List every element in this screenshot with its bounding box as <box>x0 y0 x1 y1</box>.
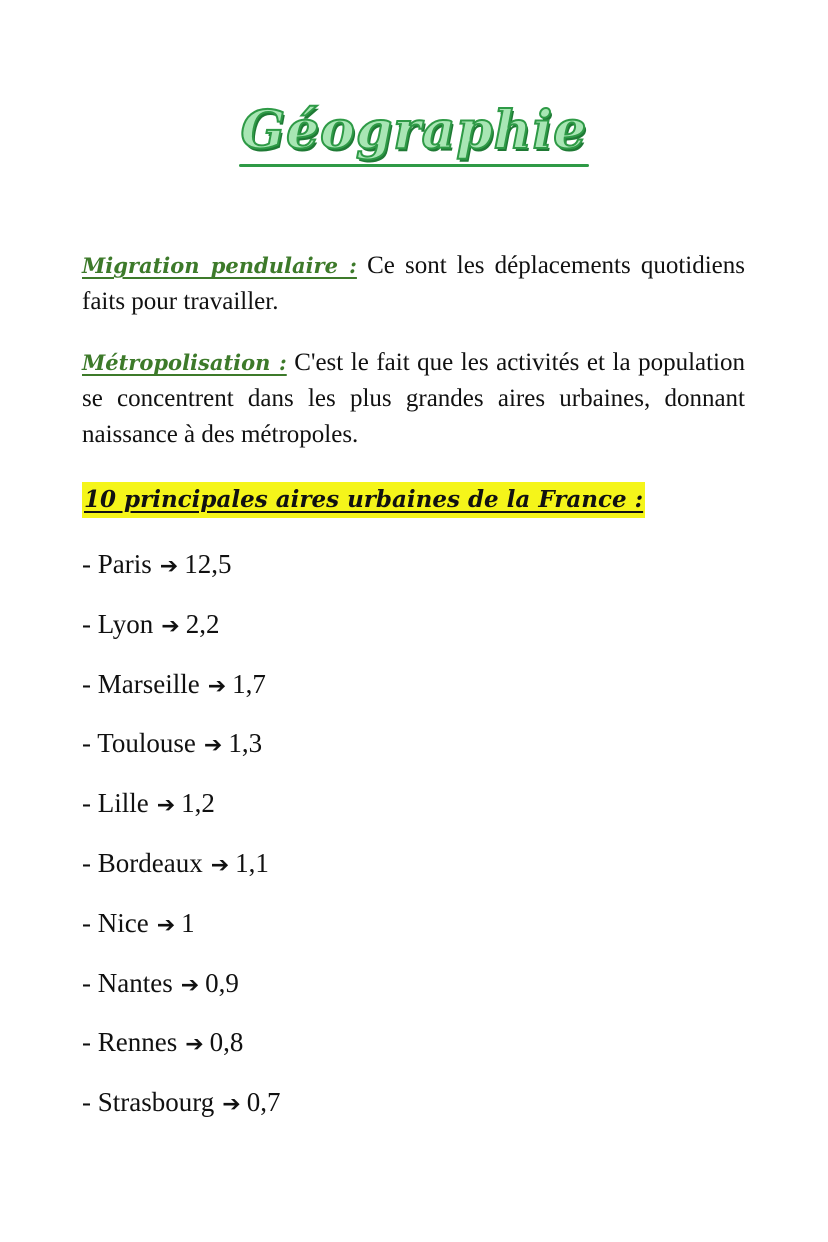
right-arrow-icon: ➔ <box>222 1092 241 1118</box>
list-prefix: - <box>82 608 91 639</box>
list-prefix: - <box>82 967 91 998</box>
list-item <box>82 901 280 961</box>
right-arrow-icon: ➔ <box>156 793 176 819</box>
title-container <box>0 100 828 167</box>
list-item <box>82 662 280 722</box>
page-title: Géographie <box>235 100 594 167</box>
city-name: Strasbourg <box>97 1087 215 1118</box>
definition-text: Ce sont les déplacements quotidiens faits pour travailler. <box>82 252 746 315</box>
list-prefix: - <box>82 728 91 759</box>
list-prefix: - <box>82 1087 91 1118</box>
city-value: 0,9 <box>205 967 239 998</box>
list-item <box>82 542 280 602</box>
list-prefix: - <box>82 847 91 878</box>
city-value: 12,5 <box>184 549 232 579</box>
list-item <box>82 602 280 662</box>
right-arrow-icon: ➔ <box>203 733 223 759</box>
right-arrow-icon: ➔ <box>207 673 227 699</box>
right-arrow-icon: ➔ <box>185 1032 204 1058</box>
city-list <box>82 542 280 1140</box>
right-arrow-icon: ➔ <box>180 972 200 998</box>
city-value: 1,2 <box>181 788 215 819</box>
right-arrow-icon: ➔ <box>210 852 230 878</box>
city-name: Lyon <box>97 608 154 639</box>
city-value: 1,7 <box>232 668 266 699</box>
city-value: 0,8 <box>209 1027 244 1058</box>
city-value: 1,3 <box>228 728 263 759</box>
city-name: Toulouse <box>97 728 196 759</box>
city-name: Marseille <box>97 668 200 699</box>
definition-term: Métropolisation : <box>82 350 287 375</box>
list-item <box>82 1020 280 1080</box>
city-value: 1,1 <box>235 847 269 878</box>
right-arrow-icon: ➔ <box>156 912 176 938</box>
list-prefix: - <box>82 549 91 579</box>
definition-metropolisation <box>82 345 745 453</box>
city-name: Paris <box>97 549 152 579</box>
right-arrow-icon: ➔ <box>161 613 180 639</box>
city-name: Nice <box>97 907 149 938</box>
list-prefix: - <box>82 907 91 938</box>
city-name: Nantes <box>97 967 173 998</box>
list-prefix: - <box>82 1027 91 1058</box>
city-value: 0,7 <box>246 1087 281 1118</box>
list-item <box>82 1080 280 1140</box>
city-value: 1 <box>181 907 195 938</box>
list-item <box>82 961 280 1021</box>
city-name: Lille <box>97 788 149 819</box>
city-value: 2,2 <box>185 608 220 639</box>
city-name: Rennes <box>97 1027 178 1058</box>
list-prefix: - <box>82 788 91 819</box>
list-prefix: - <box>82 668 91 699</box>
list-item <box>82 841 280 901</box>
list-item <box>82 781 280 841</box>
section-heading: 10 principales aires urbaines de la France : <box>82 482 645 518</box>
list-item <box>82 721 280 781</box>
definition-term: Migration pendulaire : <box>82 253 357 278</box>
definition-migration <box>82 248 745 320</box>
definition-text: C'est le fait que les activités et la population se concentrent dans les plus grandes aires urbaines, donnant naissance à des métropoles. <box>82 349 745 448</box>
city-name: Bordeaux <box>97 847 203 878</box>
right-arrow-icon: ➔ <box>159 554 179 579</box>
